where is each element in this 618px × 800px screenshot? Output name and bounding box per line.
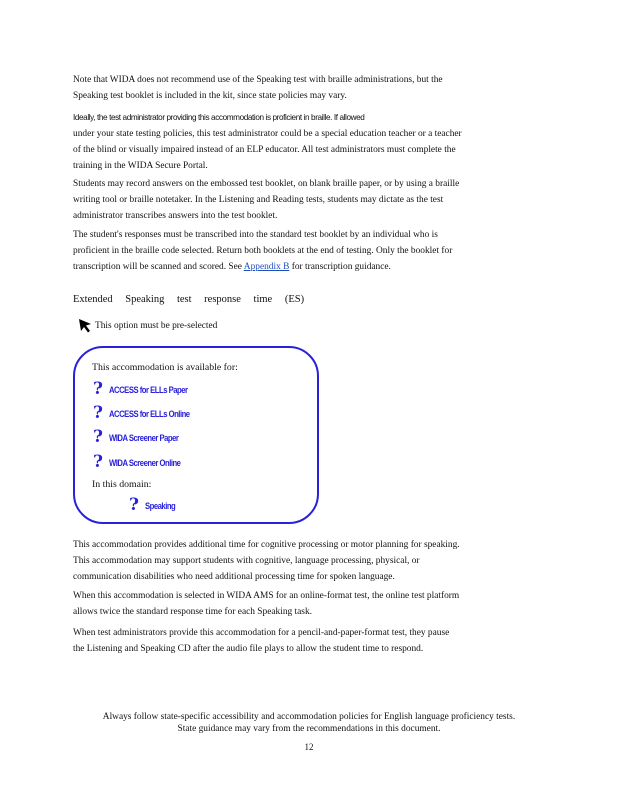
domain-label: In this domain: [92,479,152,490]
paragraph-administrator-proficiency [73,110,531,174]
domain-item-label: Speaking [144,500,176,511]
paragraph-online-format [73,588,531,620]
availability-item [93,381,205,398]
domain-item [129,497,182,514]
preselect-note [78,318,217,334]
footer-line-1: Always follow state-specific accessibility and accommodation policies for English language proficiency tests. [102,712,516,722]
availability-item [93,454,196,471]
bullet-icon: ? [93,452,103,472]
paragraph-transcription [73,227,531,275]
paragraph-accommodation-description [73,537,531,585]
text-line: allows twice the standard response time for each Speaking task. [73,607,312,617]
text-fragment: for transcription guidance. [289,262,391,272]
text-line: writing tool or braille notetaker. In the Listening and Reading tests, students may dictate as the test [73,195,444,205]
text-fragment: transcription will be scanned and scored. See [73,262,244,272]
text-line [73,259,531,275]
text-line: When test administrators provide this accommodation for a pencil-and-paper-format test, they pause [73,628,450,638]
availability-item-label: WIDA Screener Online [108,457,181,468]
text-line: of the blind or visually impaired instead of an ELP educator. All test administrators must complete the [73,145,456,155]
text-line: Note that WIDA does not recommend use of the Speaking test with braille administrations, but the [73,75,443,85]
availability-box [73,346,319,524]
text-line: administrator transcribes answers into the test booklet. [73,211,278,221]
footer-line-2: State guidance may vary from the recommendations in this document. [177,724,441,734]
bullet-icon: ? [93,403,103,423]
text-line: communication disabilities who need additional processing time for spoken language. [73,572,395,582]
paragraph-student-recording [73,176,531,224]
page-number: 12 [304,742,314,752]
text-line: When this accommodation is selected in WIDA AMS for an online-format test, the online test platform [73,591,460,601]
bullet-icon: ? [93,379,103,399]
availability-intro: This accommodation is available for: [92,362,238,373]
paragraph-paper-format [73,625,531,657]
text-line: Ideally, the test administrator providing this accommodation is proficient in braille. If allowed [73,113,365,122]
availability-item-label: WIDA Screener Paper [108,432,179,443]
bullet-icon: ? [93,427,103,447]
availability-item-label: ACCESS for ELLs Paper [108,384,188,395]
text-line: under your state testing policies, this test administrator could be a special education teacher or a teacher [73,129,462,139]
section-heading: Extended Speaking test response time (ES) [73,294,305,305]
text-line: Students may record answers on the embossed test booklet, on blank braille paper, or by using a braille [73,179,460,189]
bullet-icon: ? [129,495,139,515]
availability-item [93,405,207,422]
appendix-b-link[interactable]: Appendix B [243,262,290,272]
availability-item [93,429,194,446]
text-line: proficient in the braille code selected. Return both booklets at the end of testing. Only the booklet for [73,246,453,256]
text-line: training in the WIDA Secure Portal. [73,161,208,171]
text-line: This accommodation provides additional time for cognitive processing or motor planning for speaking. [73,540,460,550]
text-line: This accommodation may support students with cognitive, language processing, physical, or [73,556,420,566]
availability-item-label: ACCESS for ELLs Online [108,408,190,419]
text-line: Speaking test booklet is included in the kit, since state policies may vary. [73,91,347,101]
paragraph-speaking-braille-note [73,72,531,104]
preselect-note-text: This option must be pre-selected [95,321,218,331]
text-line: The student's responses must be transcribed into the standard test booklet by an individual who is [73,230,438,240]
text-line: the Listening and Speaking CD after the audio file plays to allow the student time to respond. [73,644,424,654]
cursor-arrow-icon [78,318,92,334]
